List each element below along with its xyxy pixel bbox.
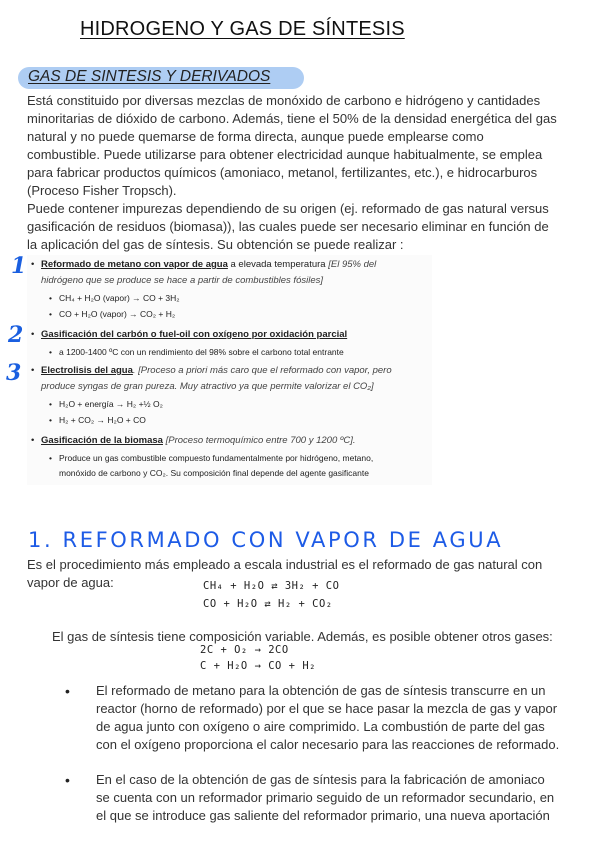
method-3-note: . [Proceso a priori más caro que el reformado con vapor, pero — [132, 365, 392, 376]
method-1-eq-1: • CH₄ + H₂O (vapor) → CO + 3H₂ — [49, 293, 180, 303]
section-2-composition: El gas de síntesis tiene composición variable. Además, es posible obtener otros gases: — [52, 629, 553, 644]
bullet-dot: • — [65, 772, 70, 788]
handwritten-equation-4: C + H₂O → CO + H₂ — [200, 660, 316, 672]
method-2-title: Gasificación del carbón o fuel-oil con oxígeno por oxidación parcial — [41, 329, 348, 340]
intro-line: (Proceso Fisher Tropsch). — [27, 183, 177, 198]
intro-line: para fabricar productos químicos (amoniaco, metanol, fertilizantes, etc.), e hidrocarburos — [27, 165, 538, 180]
method-3: • Electrolisis del agua. [Proceso a priori más caro que el reformado con vapor, pero — [31, 365, 392, 376]
intro-line: combustible. Puede utilizarse para obtener electricidad aunque habitualmente, se emplea — [27, 147, 543, 162]
handwritten-number-3: 3 — [6, 360, 22, 386]
method-2: • Gasificación del carbón o fuel-oil con oxígeno por oxidación parcial — [31, 329, 348, 340]
intro-line: minoritarias de dióxido de carbono. Además, tiene el 50% de la densidad energética del gas — [27, 111, 557, 126]
intro-line: Está constituido por diversas mezclas de monóxido de carbono e hidrógeno y cantidades — [27, 93, 541, 108]
method-4-sub-2: monóxido de carbono y CO₂. Su composición final depende del agente gasificante — [59, 468, 369, 478]
method-2-sub: • a 1200-1400 ºC con un rendimiento del 98% sobre el carbono total entrante — [49, 347, 344, 357]
bullet-item-2: En el caso de la obtención de gas de síntesis para la fabricación de amoniaco se cuenta con un reformador primario seguido de un reformador secundario, en el que se introduce gas saliente del reformador primario, una nueva aportación — [96, 772, 555, 823]
intro-line: Puede contener impurezas dependiendo de su origen (ej. reformado de gas natural versus — [27, 201, 549, 216]
method-1-text: a elevada temperatura — [227, 259, 329, 270]
method-3-eq-2: • H₂ + CO₂ → H₂O + CO — [49, 415, 146, 425]
method-1-note: [El 95% del — [328, 259, 377, 270]
method-3-title: Electrolisis del agua — [41, 365, 133, 376]
section-title: GAS DE SINTESIS Y DERIVADOS — [28, 68, 271, 85]
intro-line: natural y no puede quemarse de forma directa, aunque puede emplearse como — [27, 129, 484, 144]
section-2-heading: 1. REFORMADO CON VAPOR DE AGUA — [28, 528, 504, 552]
method-3-note-2: produce syngas de gran pureza. Muy atractivo ya que permite valorizar el CO₂] — [41, 381, 374, 392]
method-1: • Reformado de metano con vapor de agua a elevada temperatura [El 95% del — [31, 259, 377, 270]
intro-paragraph — [27, 92, 575, 254]
handwritten-equation-3: 2C + O₂ → 2CO — [200, 644, 289, 656]
handwritten-equation-2: CO + H₂O ⇄ H₂ + CO₂ — [203, 598, 333, 610]
section-2-line: vapor de agua: — [27, 575, 114, 590]
intro-line: gasificación de residuos (biomasa)), las cuales puede ser necesario eliminar en función de — [27, 219, 549, 234]
method-4: • Gasificación de la biomasa [Proceso termoquímico entre 700 y 1200 ºC]. — [31, 435, 356, 446]
handwritten-equation-1: CH₄ + H₂O ⇄ 3H₂ + CO — [203, 580, 340, 592]
handwritten-number-1: 1 — [11, 253, 27, 279]
method-1-eq-2: • CO + H₂O (vapor) → CO₂ + H₂ — [49, 309, 176, 319]
bullet-dot: • — [65, 683, 70, 699]
method-1-title: Reformado de metano con vapor de agua — [41, 259, 228, 270]
method-4-note: [Proceso termoquímico entre 700 y 1200 ºC]. — [162, 435, 356, 446]
method-4-sub-1: • Produce un gas combustible compuesto fundamentalmente por hidrógeno, metano, — [49, 453, 374, 463]
section-2-line: Es el procedimiento más empleado a escala industrial es el reformado de gas natural con — [27, 557, 543, 572]
slide-excerpt — [27, 255, 432, 485]
method-4-title: Gasificación de la biomasa — [41, 435, 163, 446]
handwritten-number-2: 2 — [8, 322, 24, 348]
intro-line: la aplicación del gas de síntesis. Su obtención se puede realizar : — [27, 237, 404, 252]
bullet-item-1: El reformado de metano para la obtención de gas de síntesis transcurre en un reactor (horno de reformado) por el que se hace pasar la mezcla de gas y vapor de agua junto con oxígeno o aire comprimido. La combustión de parte del gas con el oxígeno proporciona el calor necesario para las reacciones de reformado. — [96, 683, 560, 752]
method-3-eq-1: • H₂O + energía → H₂ +½ O₂ — [49, 399, 163, 409]
page-title: HIDROGENO Y GAS DE SÍNTESIS — [80, 18, 405, 40]
method-1-note-2: hidrógeno que se produce se hace a partir de combustibles fósiles] — [41, 275, 324, 286]
